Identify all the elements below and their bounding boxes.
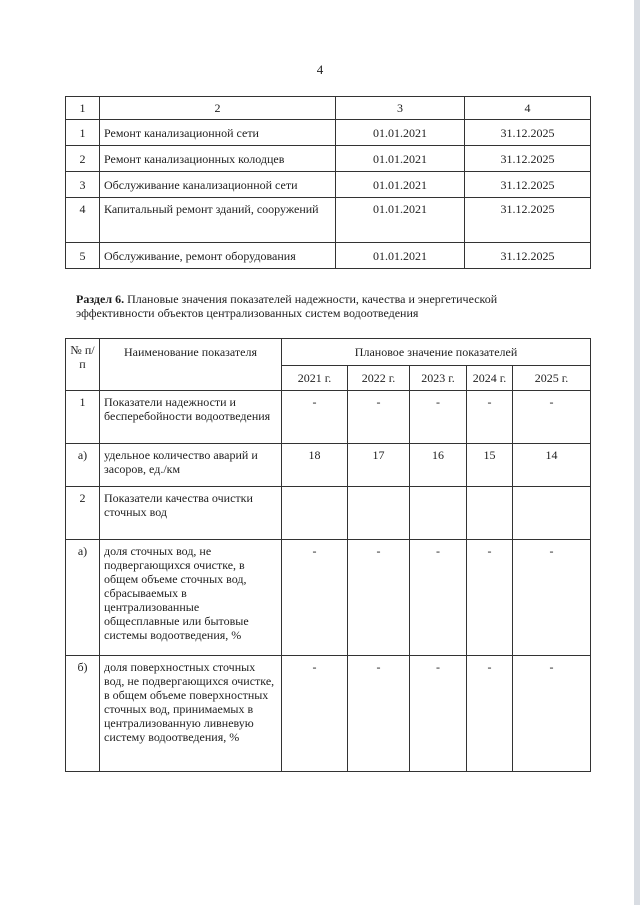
value-cell: - [282,656,348,772]
value-cell: - [410,540,467,656]
value-cell: 15 [467,444,513,487]
table-row [66,172,591,198]
value-cell: - [410,656,467,772]
value-cell: 16 [410,444,467,487]
start-date: 01.01.2021 [336,120,465,146]
page-edge [634,0,640,905]
row-number: 1 [66,391,100,444]
indicator-name: доля сточных вод, не подвергающихся очистке, в общем объеме сточных вод, сбрасываемых в централизованные общесплавные или бытовые системы водоотведения, % [100,540,282,656]
year-header: 2023 г. [410,366,467,391]
section-label: Раздел 6. [76,292,125,306]
start-date: 01.01.2021 [336,198,465,243]
row-number: 2 [66,487,100,540]
col-plan-header: Плановое значение показателей [282,339,591,366]
value-cell [467,487,513,540]
row-number: а) [66,444,100,487]
table-row [66,146,591,172]
value-cell: 17 [348,444,410,487]
table-header-row [66,339,591,366]
table-row [66,487,591,540]
header-cell: 4 [465,97,591,120]
year-header: 2022 г. [348,366,410,391]
value-cell: - [513,656,591,772]
value-cell: 18 [282,444,348,487]
indicator-name: Показатели надежности и бесперебойности водоотведения [100,391,282,444]
value-cell: - [282,540,348,656]
year-header: 2024 г. [467,366,513,391]
section-heading [76,292,576,320]
work-name: Капитальный ремонт зданий, сооружений [100,198,336,243]
end-date: 31.12.2025 [465,198,591,243]
header-cell: 3 [336,97,465,120]
value-cell: - [348,540,410,656]
value-cell: - [348,391,410,444]
row-number: 3 [66,172,100,198]
col-num-header: № п/п [66,339,100,391]
table-header-row [66,97,591,120]
end-date: 31.12.2025 [465,120,591,146]
works-schedule-table [65,96,591,269]
table-row [66,391,591,444]
value-cell: - [513,540,591,656]
table-row [66,198,591,243]
page-number: 4 [316,62,324,77]
table-row [66,120,591,146]
value-cell [410,487,467,540]
value-cell [513,487,591,540]
value-cell: - [282,391,348,444]
value-cell: - [513,391,591,444]
end-date: 31.12.2025 [465,243,591,269]
end-date: 31.12.2025 [465,172,591,198]
row-number: а) [66,540,100,656]
value-cell: - [467,656,513,772]
year-header: 2025 г. [513,366,591,391]
table-row [66,444,591,487]
table-row [66,540,591,656]
start-date: 01.01.2021 [336,243,465,269]
indicator-name: удельное количество аварий и засоров, ед./км [100,444,282,487]
table-row [66,656,591,772]
end-date: 31.12.2025 [465,146,591,172]
row-number: 2 [66,146,100,172]
year-header: 2021 г. [282,366,348,391]
work-name: Обслуживание, ремонт оборудования [100,243,336,269]
row-number: 4 [66,198,100,243]
work-name: Ремонт канализационной сети [100,120,336,146]
value-cell: - [410,391,467,444]
indicators-table [65,338,591,772]
value-cell [348,487,410,540]
value-cell: - [348,656,410,772]
value-cell: 14 [513,444,591,487]
indicator-name: Показатели качества очистки сточных вод [100,487,282,540]
row-number: б) [66,656,100,772]
work-name: Ремонт канализационных колодцев [100,146,336,172]
indicator-name: доля поверхностных сточных вод, не подвергающихся очистке, в общем объеме поверхностных сточных вод, принимаемых в централизованную ливневую систему водоотведения, % [100,656,282,772]
section-text: Плановые значения показателей надежности, качества и энергетической эффективности объектов централизованных систем водоотведения [76,292,498,320]
value-cell [282,487,348,540]
work-name: Обслуживание канализационной сети [100,172,336,198]
row-number: 1 [66,120,100,146]
value-cell: - [467,391,513,444]
row-number: 5 [66,243,100,269]
table-row [66,243,591,269]
header-cell: 1 [66,97,100,120]
header-cell: 2 [100,97,336,120]
start-date: 01.01.2021 [336,172,465,198]
value-cell: - [467,540,513,656]
start-date: 01.01.2021 [336,146,465,172]
col-name-header: Наименование показателя [100,339,282,391]
